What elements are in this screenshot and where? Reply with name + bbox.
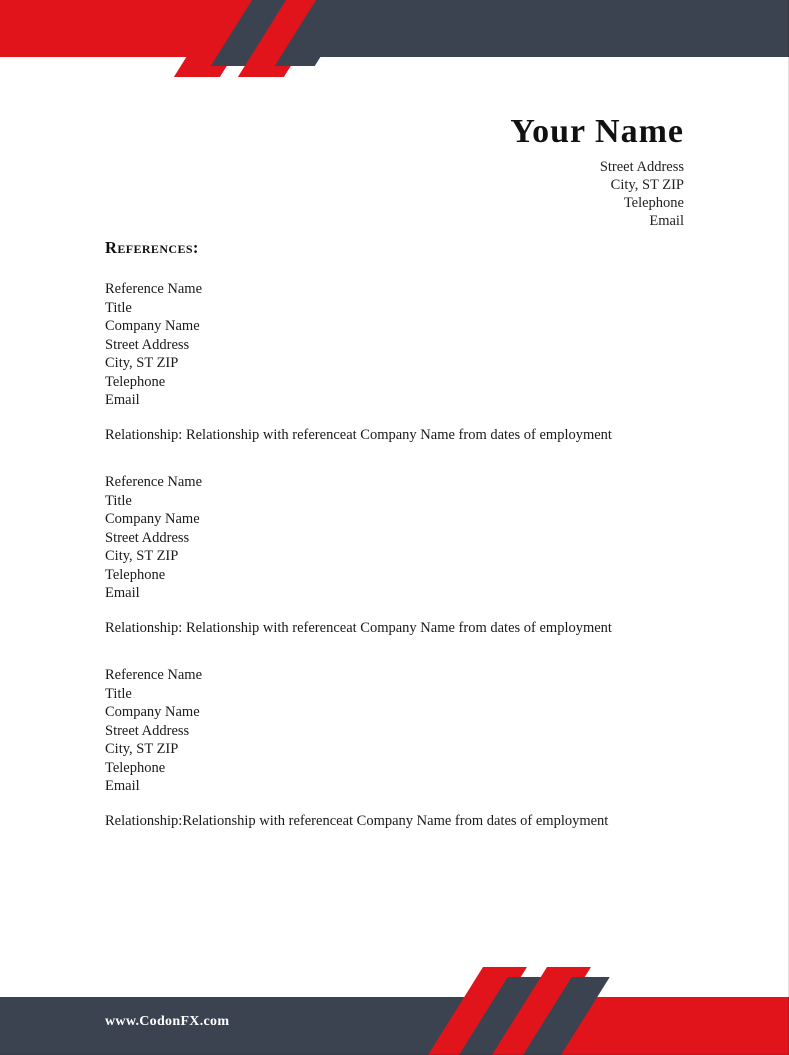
- reference-entry: [105, 280, 695, 410]
- reference-title: Title: [105, 299, 132, 316]
- reference-street: Street Address: [105, 336, 190, 353]
- reference-email: Email: [105, 778, 140, 794]
- contact-line-street: Street Address: [599, 159, 684, 175]
- bottom-decorative-band: [0, 965, 789, 1055]
- reference-company: Company Name: [105, 704, 200, 720]
- footer-website-url[interactable]: www.CodonFX.com: [105, 1014, 230, 1029]
- reference-company: Company Name: [105, 511, 200, 527]
- reference-telephone: Telephone: [105, 373, 166, 390]
- reference-telephone: Telephone: [105, 759, 166, 776]
- contact-line-telephone: Telephone: [623, 195, 684, 211]
- reference-relationship: Relationship: Relationship with referenceat Company Name from dates of employment: [105, 426, 612, 443]
- contact-line-city: City, ST ZIP: [610, 177, 684, 193]
- reference-name: Reference Name: [105, 281, 203, 297]
- reference-street: Street Address: [105, 529, 190, 546]
- reference-relationship: Relationship: Relationship with referenceat Company Name from dates of employment: [105, 619, 612, 636]
- reference-relationship: Relationship:Relationship with referenceat Company Name from dates of employment: [105, 812, 609, 829]
- reference-title: Title: [105, 685, 132, 702]
- reference-name: Reference Name: [105, 474, 203, 490]
- reference-city: City, ST ZIP: [105, 741, 179, 757]
- header-block: [510, 112, 684, 230]
- page-title: Your Name: [510, 113, 684, 150]
- reference-entry: [105, 666, 695, 796]
- reference-city: City, ST ZIP: [105, 548, 179, 564]
- reference-email: Email: [105, 585, 140, 601]
- reference-street: Street Address: [105, 722, 190, 739]
- reference-telephone: Telephone: [105, 566, 166, 583]
- section-heading-references: References:: [105, 238, 199, 257]
- top-decorative-band: [0, 0, 789, 86]
- top-dark-right-block: [330, 0, 789, 57]
- reference-title: Title: [105, 492, 132, 509]
- contact-line-email: Email: [649, 213, 684, 229]
- reference-email: Email: [105, 392, 140, 408]
- references-section: [105, 238, 695, 859]
- reference-name: Reference Name: [105, 667, 203, 683]
- reference-entry: [105, 473, 695, 603]
- reference-company: Company Name: [105, 318, 200, 334]
- reference-city: City, ST ZIP: [105, 355, 179, 371]
